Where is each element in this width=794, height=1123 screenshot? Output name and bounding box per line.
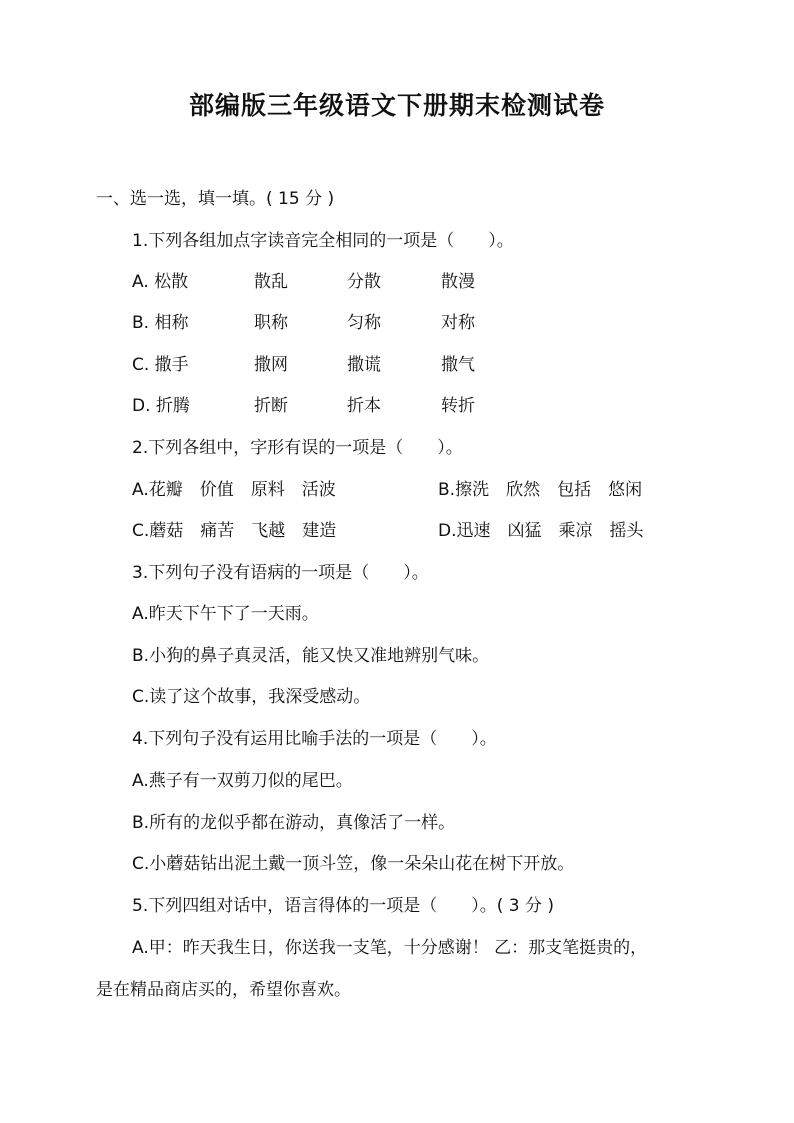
q5-option-a-line-1: A.甲：昨天我生日，你送我一支笔，十分感谢！ 乙：那支笔挺贵的，: [132, 938, 648, 958]
q1-d-word-2: 折断: [254, 396, 288, 416]
q1-option-c: [132, 354, 532, 376]
q1-c-word-3: 撒谎: [347, 355, 381, 375]
page-title: 部编版三年级语文下册期末检测试卷: [188, 91, 605, 120]
question-5-stem: 5.下列四组对话中，语言得体的一项是（ ）。( 3 分 ): [132, 896, 555, 916]
question-1-stem: 1.下列各组加点字读音完全相同的一项是（ ）。: [132, 231, 514, 251]
q2-option-d: D.迅速 凶猛 乘凉 摇头: [438, 521, 644, 541]
q1-b-word-3: 匀称: [347, 313, 381, 333]
q1-option-d: [132, 395, 532, 417]
question-2-stem: 2.下列各组中，字形有误的一项是（ ）。: [132, 438, 463, 458]
q1-a-word-4: 散漫: [441, 272, 475, 292]
q1-a-word-1: A. 松散: [132, 272, 189, 292]
q4-option-b: B.所有的龙似乎都在游动，真像活了一样。: [132, 813, 456, 833]
q3-option-c: C.读了这个故事，我深受感动。: [132, 687, 371, 707]
q1-b-word-4: 对称: [441, 313, 475, 333]
q2-option-a: A.花瓣 价值 原料 活波: [132, 480, 336, 500]
q1-b-word-2: 职称: [254, 313, 288, 333]
q4-option-c: C.小蘑菇钻出泥土戴一顶斗笠，像一朵朵山花在树下开放。: [132, 854, 575, 874]
q3-option-b: B.小狗的鼻子真灵活，能又快又准地辨别气味。: [132, 646, 490, 666]
q4-option-a: A.燕子有一双剪刀似的尾巴。: [132, 771, 353, 791]
q1-d-word-4: 转折: [441, 396, 475, 416]
q1-c-word-2: 撒网: [254, 355, 288, 375]
q1-d-word-3: 折本: [347, 396, 381, 416]
q1-d-word-1: D. 折腾: [132, 396, 190, 416]
q1-a-word-2: 散乱: [254, 272, 288, 292]
question-3-stem: 3.下列句子没有语病的一项是（ ）。: [132, 563, 429, 583]
question-4-stem: 4.下列句子没有运用比喻手法的一项是（ ）。: [132, 729, 497, 749]
q1-option-a: [132, 271, 532, 293]
q1-c-word-4: 撒气: [441, 355, 475, 375]
q1-b-word-1: B. 相称: [132, 313, 189, 333]
q2-option-c: C.蘑菇 痛苦 飞越 建造: [132, 521, 337, 541]
q3-option-a: A.昨天下午下了一天雨。: [132, 604, 319, 624]
q2-option-b: B.擦洗 欣然 包括 悠闲: [438, 480, 643, 500]
q1-a-word-3: 分散: [347, 272, 381, 292]
q1-c-word-1: C. 撒手: [132, 355, 189, 375]
q1-option-b: [132, 312, 532, 334]
section-heading: 一、选一选，填一填。( 15 分 ): [96, 189, 335, 209]
q5-option-a-line-2: 是在精品商店买的，希望你喜欢。: [96, 980, 351, 1000]
